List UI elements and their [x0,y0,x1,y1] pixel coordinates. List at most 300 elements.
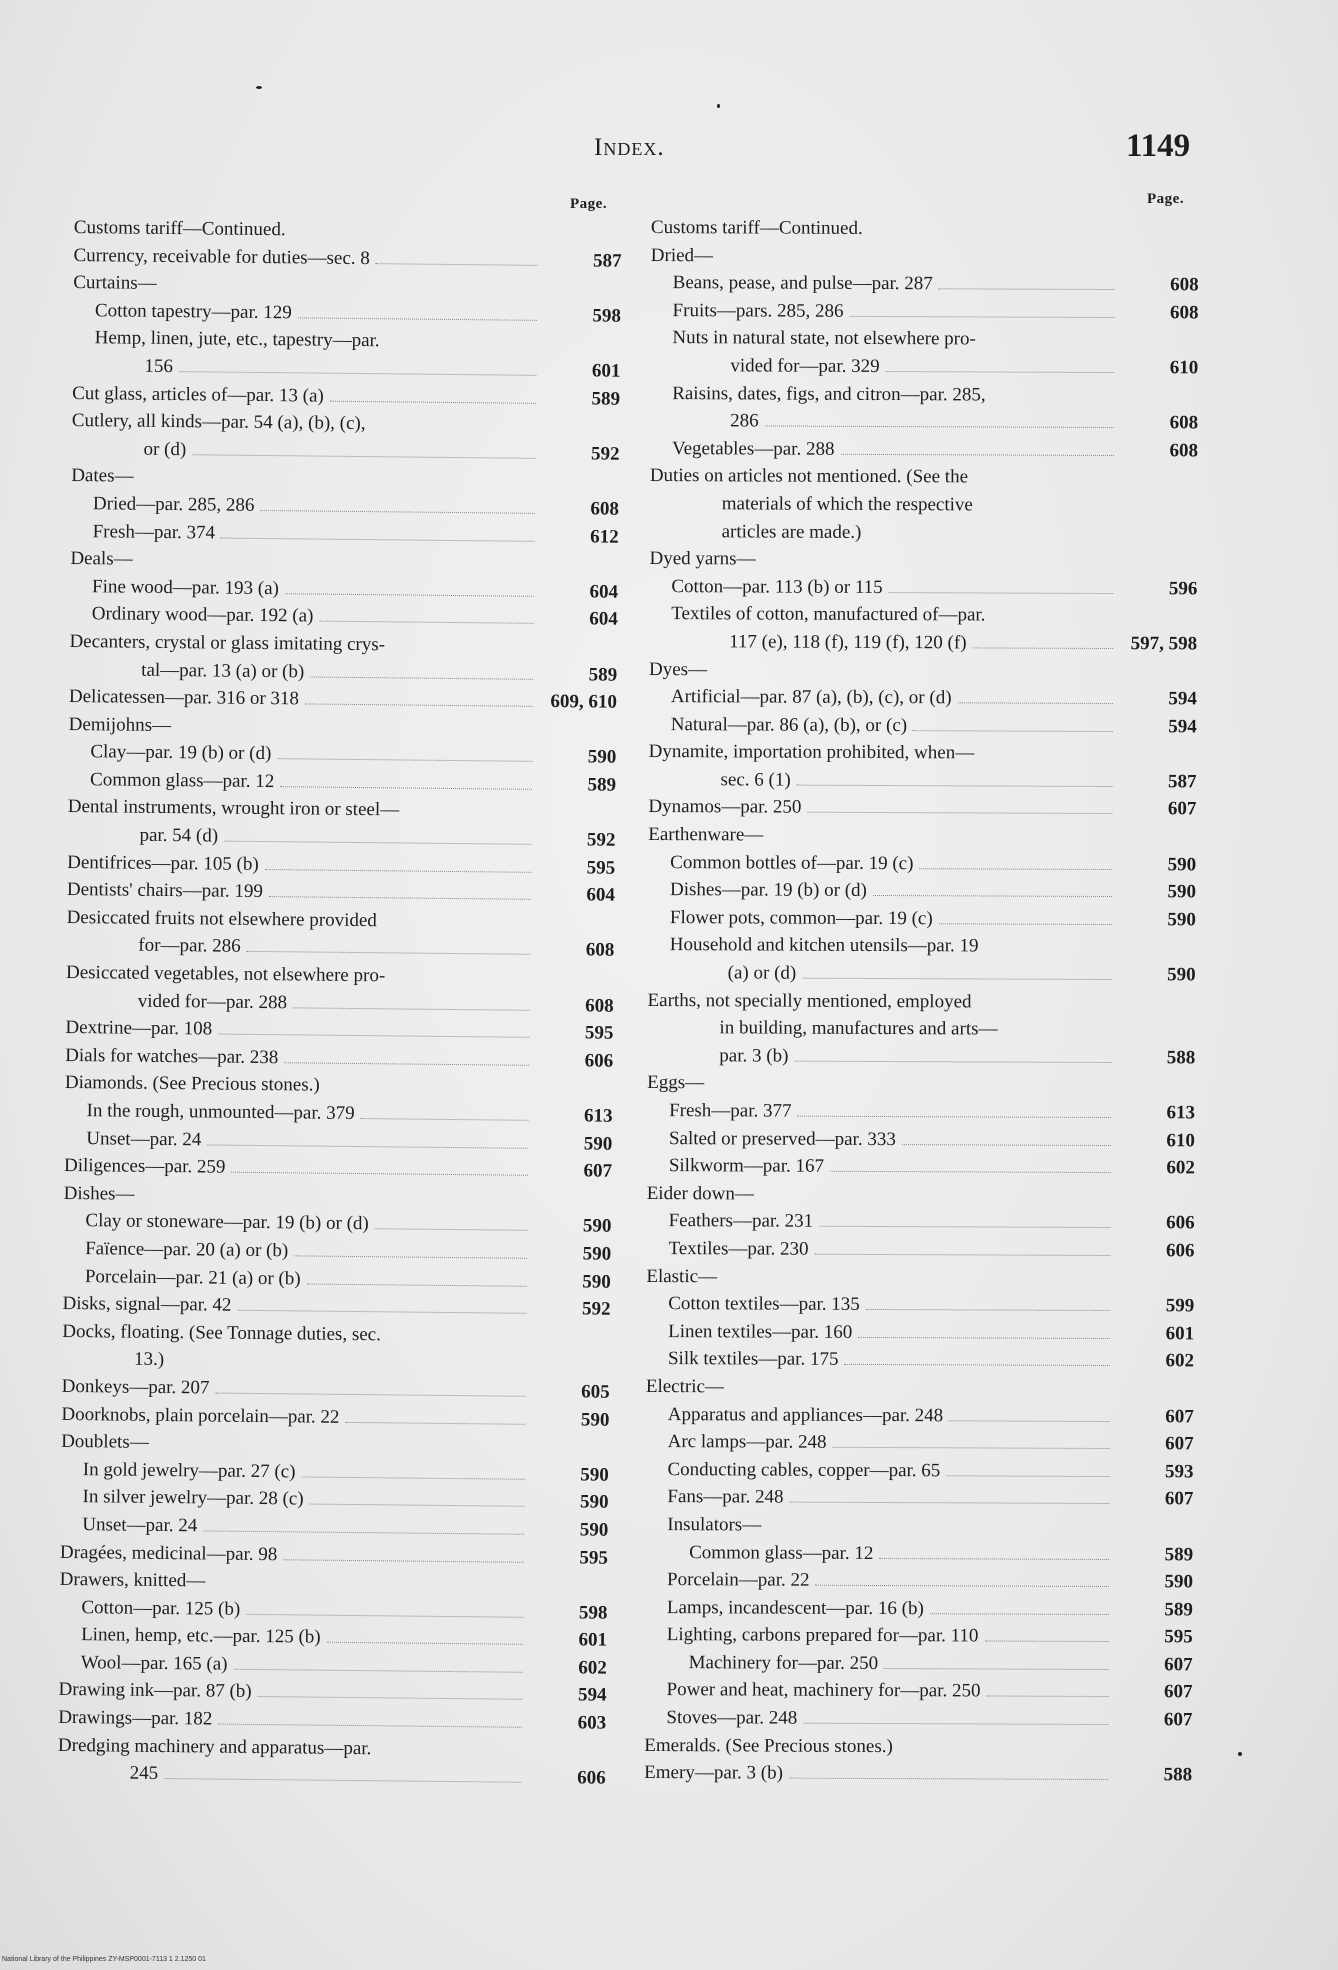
entry-text: Cotton textiles—par. 135 [668,1293,860,1316]
index-entry [646,1401,1194,1431]
entry-text: Donkeys—par. 207 [61,1375,210,1399]
index-subheading: Earthenware— [648,824,764,846]
entry-line: Nuts in natural state, not elsewhere pro- [672,327,976,350]
entry-text: Lamps, incandescent—par. 16 (b) [666,1596,924,1619]
entry-page-number: 590 [579,1519,609,1541]
entry-text: Dishes—par. 19 (b) or (d) [670,879,867,902]
dot-leader [179,371,536,376]
entry-text: vided for—par. 329 [730,355,880,377]
entry-page-number: 608 [585,939,615,962]
entry-page-number: 602 [1166,1157,1195,1179]
entry-page-number: 592 [590,443,620,465]
entry-page-number: 606 [1166,1212,1195,1234]
entry-page-number: 590 [582,1215,612,1238]
entry-page-number: 590 [582,1243,612,1265]
dot-leader [310,676,533,679]
left-column-page-head: Page. [570,196,608,212]
entry-text: Natural—par. 86 (a), (b), or (c) [670,713,908,736]
entry-text: Clay or stoneware—par. 19 (b) or (d) [85,1210,369,1235]
entry-text: Drawing ink—par. 87 (b) [58,1679,252,1703]
entry-page-number: 590 [579,1491,609,1513]
entry-page-number: 603 [577,1712,607,1734]
entry-page-number: 602 [578,1657,607,1679]
entry-text: Lighting, carbons prepared for—par. 110 [666,1624,979,1647]
entry-page-number: 608 [590,498,620,520]
entry-page-number: 596 [1168,577,1198,600]
entry-line: Textiles of cotton, manufactured of—par. [671,603,986,626]
entry-text: In the rough, unmounted—par. 379 [86,1100,355,1124]
entry-page-number: 589 [1164,1598,1193,1621]
entry-page-number: 590 [580,1408,610,1431]
running-title: Index. [594,134,665,161]
index-entry [64,1152,612,1185]
entry-page-number: 607 [1163,1709,1193,1731]
dot-leader [207,1144,528,1148]
dot-leader [832,1447,1109,1449]
index-entry [648,849,1196,879]
dot-leader [192,454,535,459]
entry-page-number: 589 [588,663,618,686]
dot-leader [260,510,535,514]
dot-leader [946,1475,1109,1477]
dot-leader [984,1641,1108,1643]
entry-text: Fresh—par. 374 [92,520,216,544]
index-entry [647,1125,1195,1155]
entry-text: Linen, hemp, etc.—par. 125 (b) [81,1624,321,1648]
index-subheading: Deals— [70,548,133,570]
entry-page-number: 590 [583,1132,613,1155]
index-entry [645,1594,1193,1624]
dot-leader [789,1502,1109,1504]
dot-leader [283,1559,524,1563]
entry-line: Decanters, crystal or glass imitating crys- [69,630,386,656]
dot-leader [310,1504,525,1507]
entry-text: Fresh—par. 377 [669,1100,792,1122]
index-entry [645,1456,1193,1486]
dot-leader [285,593,534,597]
dot-leader [330,400,536,403]
index-entry [645,1621,1193,1651]
entry-text: In gold jewelry—par. 27 (c) [82,1458,296,1483]
entry-page-number: 590 [580,1464,609,1486]
entry-text: Dried—par. 285, 286 [92,493,255,516]
dot-leader [815,1585,1109,1587]
entry-page-number: 595 [586,857,616,879]
entry-line: Household and kitchen utensils—par. 19 [669,934,979,957]
entry-page-number: 613 [1166,1102,1196,1124]
dot-leader [794,1060,1111,1062]
dot-leader [830,1171,1111,1173]
entry-page-number: 592 [586,829,616,851]
entry-line: Desiccated fruits not elsewhere provided [66,906,377,932]
dot-leader [884,1668,1109,1670]
index-subheading: Electric— [645,1375,725,1398]
entry-page-number: 594 [577,1684,607,1707]
index-subheading: Demijohns— [68,713,172,736]
entry-text: Currency, receivable for duties—sec. 8 [73,244,370,269]
dot-leader [218,1034,529,1038]
entry-line: materials of which the respective [721,493,973,516]
entry-text: tal—par. 13 (a) or (b) [141,659,305,682]
dot-leader [930,1613,1109,1615]
entry-page-number: 589 [591,387,621,410]
entry-line: Raisins, dates, figs, and citron—par. 285, [672,382,986,406]
dot-leader [231,1172,528,1176]
entry-page-number: 589 [587,774,617,796]
dot-leader [305,704,533,707]
index-entry [647,1152,1195,1182]
entry-text: Diligences—par. 259 [63,1155,226,1178]
entry-page-number: 587 [592,250,622,272]
dot-leader [815,1254,1111,1256]
entry-text: Dynamos—par. 250 [648,796,802,819]
entry-line: Dental instruments, wrought iron or steel— [67,796,400,821]
page-number: 1149 [1126,128,1191,164]
entry-page-number: 587 [1167,771,1197,793]
entry-text: Linen textiles—par. 160 [668,1320,853,1343]
index-entry [645,1538,1193,1568]
entry-line: Dredging machinery and apparatus—par. [57,1734,372,1759]
dot-leader [301,1476,524,1479]
index-entry [646,1235,1194,1265]
entry-text: Dextrine—par. 108 [65,1017,213,1040]
entry-text: vided for—par. 288 [137,990,288,1013]
index-subheading: Dates— [71,465,134,487]
entry-text: Arc lamps—par. 248 [667,1431,827,1453]
entry-page-number: 594 [1168,715,1197,738]
dot-leader [258,1696,523,1700]
entry-page-number: 597, 598 [1130,633,1198,655]
entry-page-number: 590 [1167,881,1197,903]
section-heading: Customs tariff—Continued. [650,216,863,239]
entry-page-number: 601 [591,360,621,382]
section-heading: Customs tariff—Continued. [73,216,286,241]
index-subheading: Curtains— [73,272,157,295]
entry-page-number: 590 [587,746,617,768]
dot-leader [973,647,1114,649]
entry-page-number: 608 [1169,412,1199,434]
dot-leader [203,1530,524,1534]
entry-text: Common bottles of—par. 19 (c) [670,851,914,874]
right-column-page-head: Page. [1147,191,1185,207]
index-entry [650,352,1198,382]
dot-leader [879,1558,1109,1560]
entry-text: In silver jewelry—par. 28 (c) [82,1486,304,1510]
index-entry [649,628,1197,658]
entry-page-number: 602 [1165,1350,1195,1372]
entry-text: Textiles—par. 230 [668,1238,809,1260]
entry-page-number: 590 [1164,1571,1194,1593]
dot-leader [850,316,1115,318]
dot-leader [886,371,1115,373]
entry-text: Porcelain—par. 22 [666,1569,810,1591]
entry-line: Dynamite, importation prohibited, when— [648,741,975,764]
index-subheading: Eggs— [647,1072,705,1094]
entry-page-number: 593 [1164,1460,1194,1483]
entry-text: Artificial—par. 87 (a), (b), (c), or (d) [670,686,952,709]
dot-leader [375,1229,528,1232]
index-entry [71,518,619,551]
index-subheading: Elastic— [646,1265,718,1287]
entry-page-number: 588 [1163,1764,1193,1786]
entry-text: Faïence—par. 20 (a) or (b) [85,1238,289,1262]
index-entry [645,1483,1193,1513]
entry-line: Hemp, linen, jute, etc., tapestry—par. [94,327,380,352]
dot-leader [298,317,537,321]
dot-leader [221,537,535,541]
entry-page-number: 589 [1164,1543,1194,1565]
entry-text: Beans, pease, and pulse—par. 287 [672,272,933,295]
entry-text: Cotton—par. 113 (b) or 115 [671,575,883,598]
dot-leader [237,1310,526,1314]
entry-text: Fruits—pars. 285, 286 [672,299,844,322]
dot-leader [765,426,1115,429]
dot-leader [858,1337,1110,1339]
entry-text: Common glass—par. 12 [689,1541,874,1564]
index-entry [647,1042,1195,1072]
dot-leader [269,896,531,900]
index-entry [651,297,1199,327]
entry-page-number: 604 [586,884,616,906]
entry-page-number: 607 [1164,1488,1194,1510]
entry-text: or (d) [143,438,187,460]
entry-page-number: 604 [589,608,618,631]
entry-text: sec. 6 (1) [720,769,791,791]
entry-line: articles are made.) [721,520,862,543]
index-entry [648,904,1196,934]
entry-page-number: 607 [1164,1681,1193,1703]
entry-page-number: 594 [1168,688,1197,710]
entry-page-number: 595 [1164,1626,1193,1648]
dot-leader [866,1309,1110,1311]
dot-leader [873,895,1112,897]
entry-page-number: 609, 610 [550,691,618,713]
scan-speck [717,104,720,108]
dot-leader [247,951,531,955]
index-subheading: Drawers, knitted— [59,1569,206,1592]
entry-text: Silk textiles—par. 175 [667,1348,839,1371]
index-entry [648,959,1196,989]
index-entry [649,573,1197,603]
entry-page-number: 610 [1169,357,1199,379]
dot-leader [234,1669,523,1673]
dot-leader [215,1392,525,1396]
entry-text: Unset—par. 24 [82,1514,198,1537]
dot-leader [164,1778,521,1783]
index-entry [71,435,619,468]
entry-text: Conducting cables, copper—par. 65 [667,1458,941,1481]
entry-text: Salted or preserved—par. 333 [668,1127,896,1150]
index-entry [644,1759,1192,1789]
entry-text: Dragées, medicinal—par. 98 [59,1541,278,1565]
entry-page-number: 590 [1167,964,1196,986]
index-entry [644,1676,1192,1706]
dot-leader [919,868,1112,870]
entry-text: Fine wood—par. 193 (a) [91,575,280,599]
dot-leader [327,1642,523,1645]
index-entry [645,1566,1193,1596]
index-subheading: Dried— [650,244,714,266]
entry-text: (a) or (d) [727,962,797,984]
entry-page-number: 599 [1165,1295,1195,1317]
entry-text: Emery—par. 3 (b) [644,1762,784,1784]
entry-text: Vegetables—par. 288 [671,437,835,460]
entry-text: Fans—par. 248 [667,1486,784,1508]
entry-text: Drawings—par. 182 [58,1706,213,1730]
index-entry [648,793,1196,823]
index-entry [644,1704,1192,1734]
entry-page-number: 607 [1167,798,1197,820]
entry-page-number: 607 [1165,1433,1194,1455]
entry-text: Flower pots, common—par. 19 (c) [669,906,933,930]
entry-page-number: 606 [1165,1240,1195,1262]
entry-line: Duties on articles not mentioned. (See the [649,465,969,488]
entry-page-number: 608 [585,995,614,1017]
entry-page-number: 590 [582,1270,611,1293]
entry-page-number: 607 [1165,1405,1194,1427]
dot-leader [840,454,1113,456]
dot-leader [218,1724,522,1728]
entry-text: Common glass—par. 12 [89,769,275,793]
entry-text: Dentists' chairs—par. 199 [66,879,264,903]
index-entry [651,269,1199,299]
dot-leader [224,841,531,845]
entry-text: par. 3 (b) [719,1045,789,1067]
index-entry [650,435,1198,465]
index-subheading: Dyes— [648,658,708,680]
entry-page-number: 612 [590,525,619,548]
entry-line: Cutlery, all kinds—par. 54 (a), (b), (c), [71,410,366,435]
dot-leader [913,730,1113,732]
dot-leader [280,786,532,790]
entry-text: 156 [144,355,174,378]
entry-text: Wool—par. 165 (a) [80,1652,228,1675]
dot-leader [889,592,1114,594]
dot-leader [319,621,533,624]
entry-text: Apparatus and appliances—par. 248 [667,1403,944,1426]
entry-page-number: 608 [1170,302,1199,324]
index-entry [58,1759,606,1792]
dot-leader [277,758,532,762]
index-entry [648,766,1196,796]
entry-text: par. 54 (d) [139,824,219,847]
entry-text: Machinery for—par. 250 [688,1652,879,1674]
entry-text: Feathers—par. 231 [668,1210,814,1233]
entry-page-number: 606 [584,1050,614,1072]
index-entry [647,1207,1195,1237]
dot-leader [798,1116,1112,1118]
entry-text: Delicatessen—par. 316 or 318 [68,686,300,710]
dot-leader [361,1118,529,1121]
dot-leader [819,1226,1110,1228]
entry-page-number: 588 [1166,1047,1196,1069]
index-subheading: Eider down— [646,1182,754,1205]
entry-line: Diamonds. (See Precious stones.) [64,1072,320,1097]
entry-text: Cotton—par. 125 (b) [81,1596,241,1620]
dot-leader [802,978,1111,980]
entry-page-number: 595 [584,1022,614,1044]
dot-leader [265,869,531,873]
entry-text: Porcelain—par. 21 (a) or (b) [84,1265,301,1289]
index-entry [646,1318,1194,1348]
index-subheading: Insulators— [667,1513,762,1536]
dot-leader [949,1420,1110,1422]
entry-page-number: 598 [592,305,622,327]
dot-leader [789,1778,1108,1780]
dot-leader [376,263,538,266]
entry-page-number: 608 [1170,274,1199,296]
dot-leader [797,785,1113,787]
entry-page-number: 601 [1165,1323,1195,1345]
scan-speck [1238,1752,1242,1756]
entry-text: 245 [129,1762,159,1785]
entry-text: Dials for watches—par. 238 [65,1044,279,1068]
entry-page-number: 610 [1166,1129,1196,1151]
entry-page-number: 606 [577,1767,606,1789]
entry-text: Unset—par. 24 [86,1127,202,1150]
dot-leader [293,1007,530,1010]
dot-leader [284,1062,529,1066]
entry-page-number: 613 [583,1105,613,1127]
dot-leader [986,1696,1108,1698]
entry-page-number: 607 [583,1160,613,1182]
entry-text: Disks, signal—par. 42 [62,1293,232,1316]
dot-leader [939,288,1115,290]
dot-leader [958,702,1113,704]
dot-leader [246,1614,523,1618]
index-entry [648,876,1196,906]
entry-line: in building, manufactures and arts— [719,1017,998,1040]
entry-text: Dentifrices—par. 105 (b) [67,851,259,875]
dot-leader [307,1283,527,1286]
left-index-column [58,214,622,1792]
index-entry [650,407,1198,437]
scan-speck [256,86,262,89]
index-entry [646,1428,1194,1458]
entry-page-number: 595 [579,1546,609,1569]
dot-leader [902,1144,1111,1146]
entry-text: for—par. 286 [138,935,241,958]
index-subheading: Dishes— [63,1182,135,1205]
entry-text: Cotton tapestry—par. 129 [94,300,292,324]
index-subheading: Dyed yarns— [649,548,756,570]
dot-leader [345,1421,525,1424]
entry-text: Ordinary wood—par. 192 (a) [91,603,314,627]
entry-page-number: 590 [1167,909,1196,931]
index-entry [645,1649,1193,1679]
entry-page-number: 608 [1169,440,1199,462]
entry-line: Emeralds. (See Precious stones.) [644,1734,893,1757]
index-entry [646,1345,1194,1375]
entry-page-number: 601 [578,1629,608,1651]
entry-line: Earths, not specially mentioned, employed [647,989,972,1013]
dot-leader [844,1364,1110,1366]
index-entry [649,711,1197,741]
dot-leader [294,1255,527,1258]
index-entry [649,683,1197,713]
entry-text: 117 (e), 118 (f), 119 (f), 120 (f) [729,631,967,654]
entry-page-number: 598 [578,1602,608,1624]
entry-line: Docks, floating. (See Tonnage duties, sec. [62,1320,382,1346]
library-footer-stamp: National Library of the Philippines ZY-MSP0001-7113 1 2.1250 01 [2,1956,206,1963]
index-entry [646,1290,1194,1320]
entry-text: Stoves—par. 248 [666,1707,798,1729]
index-subheading: Doublets— [61,1431,149,1453]
entry-page-number: 604 [589,581,619,603]
entry-text: Silkworm—par. 167 [668,1155,825,1177]
dot-leader [807,812,1112,814]
entry-page-number: 590 [1167,853,1197,876]
